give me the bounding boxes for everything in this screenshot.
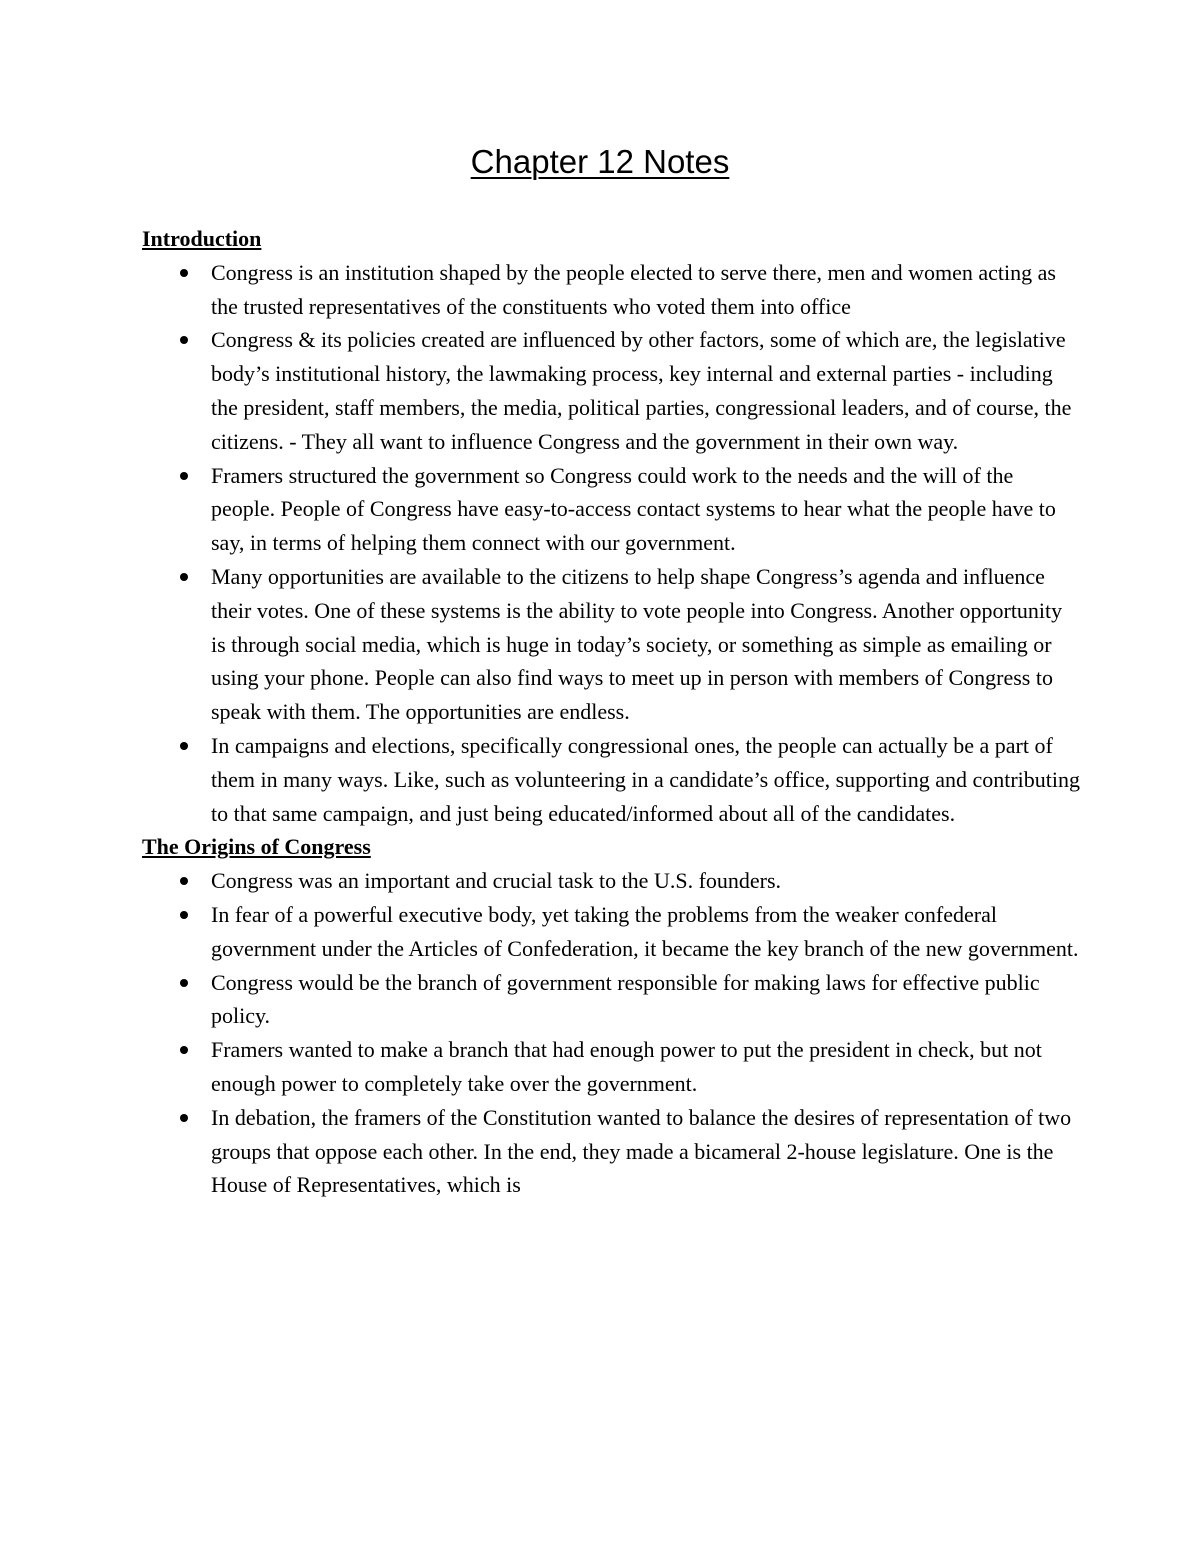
list-item [142,1033,1082,1101]
bullet-list [142,864,1082,1202]
section-origins-of-congress [142,830,1082,1202]
list-item-text: Framers structured the government so Congress could work to the needs and the will of the people. People of Congress have easy-to-access contact systems to hear what the people have to say, in terms of helping them connect with our government. [211,462,1056,556]
list-item-text: Congress was an important and crucial task to the U.S. founders. [211,868,782,894]
bullet-icon [180,742,188,750]
bullet-icon [180,269,188,277]
bullet-icon [180,573,188,581]
section-introduction [142,222,1082,830]
page-title: Chapter 12 Notes [470,143,730,180]
bullet-icon [180,911,188,919]
list-item-text: Congress & its policies created are influenced by other factors, some of which are, the legislative body’s institutional history, the lawmaking process, key internal and external parties - including the president, staff members, the media, political parties, congressional leaders, and of course, the citizens. - They all want to influence Congress and the government in their own way. [211,327,1072,454]
list-item-text: Congress would be the branch of government responsible for making laws for effective public policy. [211,969,1040,1029]
list-item [142,729,1082,830]
list-item [142,898,1082,966]
bullet-icon [180,1046,188,1054]
list-item [142,864,1082,898]
list-item [142,256,1082,324]
list-item [142,1101,1082,1202]
bullet-icon [180,336,188,344]
list-item-text: In campaigns and elections, specifically congressional ones, the people can actually be a part of them in many ways. Like, such as volunteering in a candidate’s office, supporting and contributing to that same campaign, and just being educated/informed about all of the candidates. [211,732,1080,826]
list-item-text: In debation, the framers of the Constitution wanted to balance the desires of representation of two groups that oppose each other. In the end, they made a bicameral 2-house legislature. One is the House of Representatives, which is [211,1104,1072,1198]
bullet-icon [180,979,188,987]
list-item [142,323,1082,458]
list-item [142,966,1082,1034]
section-heading: The Origins of Congress [142,834,371,860]
list-item-text: Many opportunities are available to the citizens to help shape Congress’s agenda and influence their votes. One of these systems is the ability to vote people into Congress. Another opportunity is through social media, which is huge in today’s society, or something as simple as emailing or using your phone. People can also find ways to meet up in person with members of Congress to speak with them. The opportunities are endless. [211,563,1063,725]
list-item-text: In fear of a powerful executive body, yet taking the problems from the weaker confederal government under the Articles of Confederation, it became the key branch of the new government. [211,901,1079,961]
section-heading: Introduction [142,226,262,251]
bullet-icon [180,877,188,885]
list-item [142,459,1082,560]
list-item-text: Framers wanted to make a branch that had enough power to put the president in check, but not enough power to completely take over the government. [211,1037,1042,1096]
list-item [142,560,1082,729]
document-body [142,222,1082,1202]
list-item-text: Congress is an institution shaped by the people elected to serve there, men and women acting as the trusted representatives of the constituents who voted them into office [211,259,1056,319]
bullet-icon [180,472,188,480]
bullet-icon [180,1114,188,1122]
bullet-list [142,256,1082,831]
